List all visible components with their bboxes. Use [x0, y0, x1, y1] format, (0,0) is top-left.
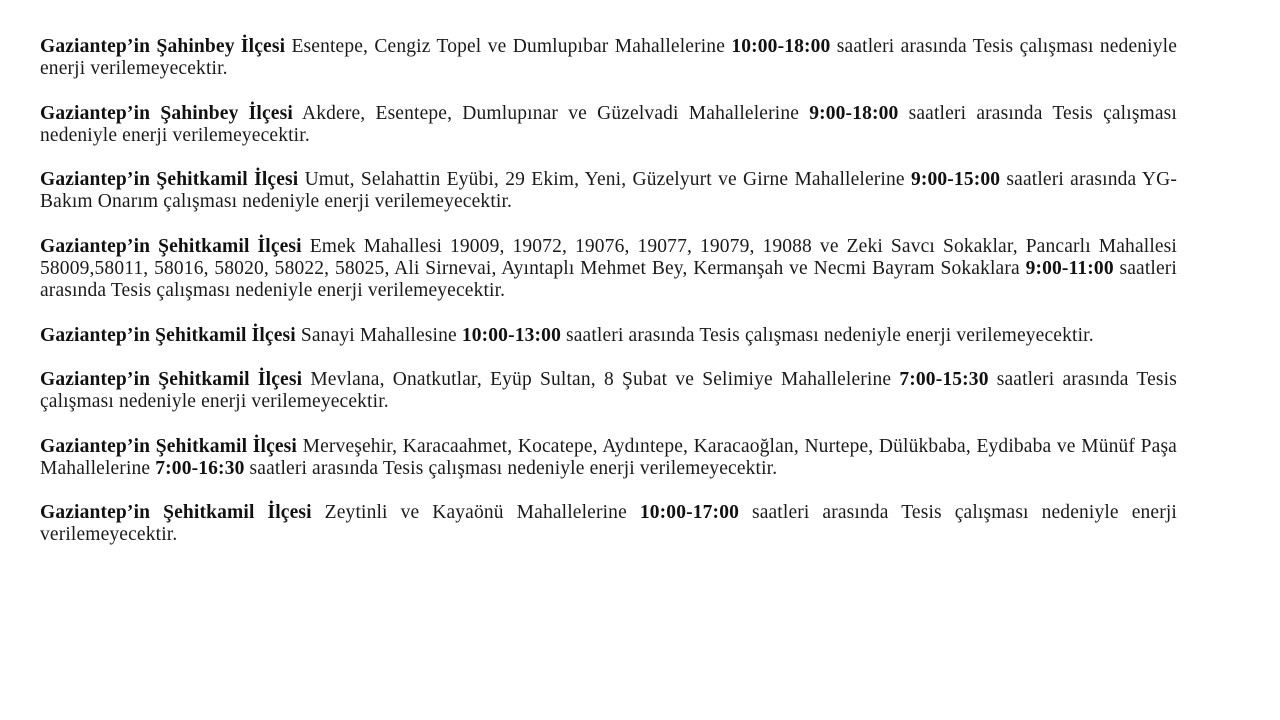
outage-time: 10:00-17:00: [639, 502, 739, 524]
outage-reason: saatleri arasında Tesis çalışması nedeniyle enerji verilemeyecektir.: [40, 258, 1177, 302]
outage-reason: saatleri arasında Tesis çalışması nedeniyle enerji verilemeyecektir.: [244, 457, 778, 479]
outage-time: 9:00-15:00: [910, 169, 1001, 191]
neighborhood-list: Merveşehir, Karacaahmet, Kocatepe, Aydıntepe, Karacaoğlan, Nurtepe, Dülükbaba, Eydibaba ve Münüf Paşa Mahallelerine: [40, 435, 1177, 479]
outage-reason: saatleri arasında Tesis çalışması nedeniyle enerji verilemeyecektir.: [560, 324, 1094, 346]
outage-paragraph: [40, 169, 1177, 214]
outage-paragraph: [40, 103, 1177, 148]
neighborhood-list: Mevlana, Onatkutlar, Eyüp Sultan, 8 Şubat ve Selimiye Mahallelerine: [302, 368, 900, 390]
outage-notice-document: [40, 36, 1177, 569]
outage-time: 9:00-11:00: [1025, 258, 1114, 280]
outage-paragraph: [40, 436, 1177, 481]
outage-reason: saatleri arasında Tesis çalışması nedeniyle enerji verilemeyecektir.: [40, 102, 1177, 146]
outage-reason: saatleri arasında Tesis çalışması nedeniyle enerji verilemeyecektir.: [40, 368, 1177, 413]
outage-time: 10:00-18:00: [731, 36, 831, 57]
neighborhood-list: Umut, Selahattin Eyübi, 29 Ekim, Yeni, Güzelyurt ve Girne Mahallelerine: [298, 169, 911, 191]
district-name: Gaziantep’in Şehitkamil İlçesi: [40, 368, 303, 390]
outage-time: 7:00-15:30: [899, 368, 989, 390]
district-name: Gaziantep’in Şahinbey İlçesi: [40, 102, 293, 124]
neighborhood-list: Zeytinli ve Kayaönü Mahallelerine: [311, 502, 640, 524]
outage-paragraph: [40, 369, 1177, 414]
outage-time: 7:00-16:30: [155, 457, 245, 479]
outage-paragraph: [40, 236, 1177, 303]
outage-reason: saatleri arasında YG-Bakım Onarım çalışması nedeniyle enerji verilemeyecektir.: [40, 169, 1177, 213]
district-name: Gaziantep’in Şehitkamil İlçesi: [40, 169, 299, 191]
district-name: Gaziantep’in Şehitkamil İlçesi: [40, 435, 297, 457]
outage-time: 10:00-13:00: [461, 324, 561, 346]
neighborhood-list: Akdere, Esentepe, Dumlupınar ve Güzelvadi Mahallelerine: [292, 102, 810, 124]
neighborhood-list: Emek Mahallesi 19009, 19072, 19076, 19077, 19079, 19088 ve Zeki Savcı Sokaklar, Pancarlı Mahallesi 58009,58011, 58016, 58020, 58022, 58025, Ali Sirnevai, Ayıntaplı Mehmet Bey, Kermanşah ve Necmi Bayram Sokaklara: [40, 235, 1177, 280]
outage-reason: saatleri arasında Tesis çalışması nedeniyle enerji verilemeyecektir.: [40, 36, 1177, 80]
outage-time: 9:00-18:00: [809, 102, 899, 124]
neighborhood-list: Esentepe, Cengiz Topel ve Dumlupıbar Mahallelerine: [285, 36, 732, 57]
district-name: Gaziantep’in Şahinbey İlçesi: [40, 36, 286, 57]
outage-paragraph: [40, 325, 1177, 347]
neighborhood-list: Sanayi Mahallesine: [295, 324, 462, 346]
outage-reason: saatleri arasında Tesis çalışması nedeniyle enerji verilemeyecektir.: [40, 502, 1177, 546]
outage-paragraph: [40, 502, 1177, 547]
outage-paragraph: [40, 36, 1177, 81]
district-name: Gaziantep’in Şehitkamil İlçesi: [40, 324, 296, 346]
district-name: Gaziantep’in Şehitkamil İlçesi: [40, 235, 302, 257]
district-name: Gaziantep’in Şehitkamil İlçesi: [40, 502, 312, 524]
